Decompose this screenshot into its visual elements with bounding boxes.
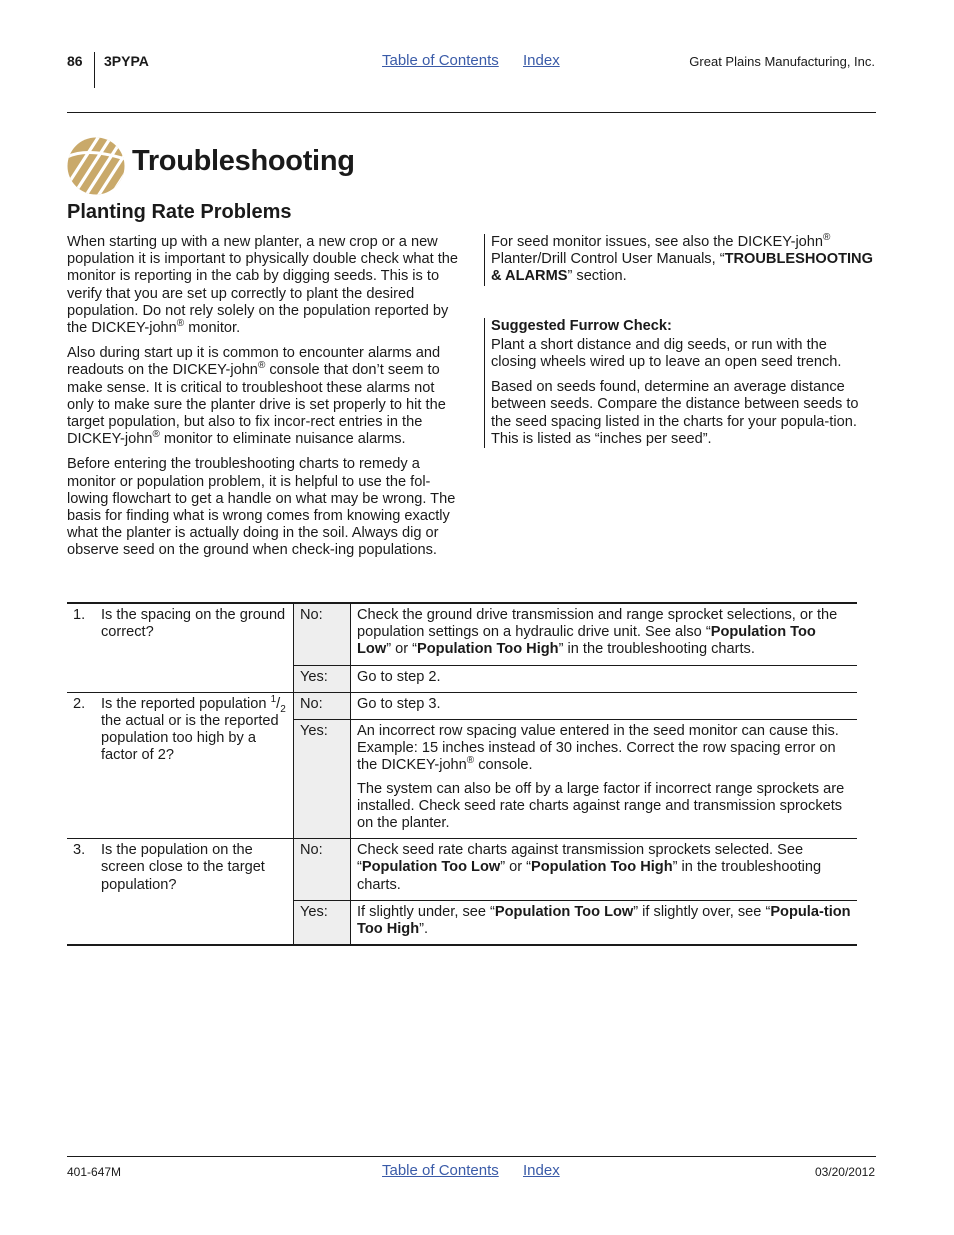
- question-cell: [67, 693, 294, 838]
- registered-mark: ®: [152, 429, 160, 441]
- question-text: Is the population on the screen close to the target population?: [101, 842, 265, 893]
- detail-text: Check seed rate charts against transmission sprockets selected. See “: [357, 842, 804, 876]
- detail-text: An incorrect row spacing value entered in the seed monitor can cause this. Example: 15 inches instead of 30 inches. Correct the row spacing error on the DICKEY-john: [357, 723, 839, 774]
- document-date: 03/20/2012: [814, 1165, 875, 1179]
- furrow-check-paragraph-2: Based on seeds found, determine an average distance between seeds. Compare the distance between seeds to the seed spacing listed in the charts for your popula-tion. This is listed as “inches per seed”.: [491, 379, 859, 447]
- alarms-text: Also during start up it is common to encounter alarms and readouts on the DICKEY-john: [67, 345, 441, 379]
- section-title: Planting Rate Problems: [67, 201, 292, 223]
- header-toc-link[interactable]: Table of Contents: [382, 52, 499, 69]
- registered-mark: ®: [257, 360, 266, 372]
- question-number: 2.: [73, 695, 86, 712]
- detail-text: ” if slightly over, see “: [633, 903, 771, 920]
- answer-detail: [351, 720, 857, 838]
- footer-toc-link[interactable]: Table of Contents: [382, 1162, 499, 1179]
- answer-label: Yes:: [294, 720, 351, 838]
- question-cell: [67, 839, 294, 944]
- table-row: [67, 838, 857, 944]
- furrow-check-block: [484, 318, 876, 448]
- question-text-start: Is the reported population: [101, 695, 267, 712]
- answer-label: Yes:: [294, 666, 351, 692]
- monitor-note-section: TROUBLESHOOTING & ALARMS: [491, 251, 873, 285]
- answer-label: No:: [294, 839, 351, 900]
- detail-ref: Population Too High: [531, 859, 673, 876]
- left-column: [67, 234, 459, 568]
- troubleshooting-table: [67, 602, 857, 946]
- company-name: Great Plains Manufacturing, Inc.: [689, 54, 875, 69]
- answer-detail: [351, 901, 857, 944]
- question-number: 1.: [73, 607, 86, 623]
- answer-label: Yes:: [294, 901, 351, 944]
- detail-paragraph: [357, 723, 851, 775]
- answer-detail: [351, 604, 857, 665]
- monitor-note-text: For seed monitor issues, see also the DICKEY-john: [491, 234, 824, 250]
- registered-mark: ®: [823, 232, 831, 244]
- document-number: 401-647M: [67, 1165, 122, 1179]
- answer-detail: Go to step 2.: [357, 668, 441, 685]
- question-text: [101, 693, 293, 832]
- detail-ref: Population Too High: [417, 641, 559, 658]
- registered-mark: ®: [466, 755, 475, 767]
- detail-ref: Popula-tion Too High: [357, 903, 851, 938]
- answer-row-yes: [294, 719, 857, 838]
- question-cell: [67, 604, 294, 692]
- alarms-text-end: monitor to eliminate nuisance alarms.: [159, 431, 406, 448]
- fraction-denominator: 2: [280, 703, 286, 715]
- answer-row-no: [294, 693, 857, 719]
- page-number: 86: [67, 53, 83, 69]
- footer-rule: [67, 1156, 876, 1157]
- answer-label: No:: [294, 693, 351, 719]
- intro-text-end: monitor.: [184, 320, 241, 337]
- intro-text: When starting up with a new planter, a new crop or a new population it is important to physically double check what the monitor is reporting in the cab by digging seeds. This is to verify that you are set up correctly to plant the desired population. Do not rely solely on the population reported by the DICKEY-john: [67, 234, 459, 337]
- question-text-end: the actual or is the reported population too high by a factor of 2?: [101, 713, 279, 764]
- header-index-link[interactable]: Index: [523, 52, 560, 69]
- monitor-note: [484, 234, 876, 286]
- detail-ref: Population Too Low: [361, 859, 501, 876]
- table-row: [67, 692, 857, 838]
- detail-text: ”.: [419, 921, 429, 938]
- detail-text: ” in the troubleshooting charts.: [357, 859, 822, 893]
- detail-paragraph: The system can also be off by a large factor if incorrect range sprockets are installed. Check seed rate charts against range and transmission sprockets on the planter.: [357, 780, 845, 832]
- right-column: [484, 234, 876, 448]
- question-text: Is the spacing on the ground correct?: [101, 607, 286, 641]
- question-number: 3.: [73, 842, 86, 859]
- fraction-one-half: $^1/_2$: [270, 693, 286, 715]
- model-name: 3PYPA: [104, 53, 149, 69]
- detail-text: console.: [474, 757, 533, 774]
- alarms-text-mid: console that don’t seem to make sense. It is critical to troubleshoot these alarms not only to make sure the planter drive is set properly to hit the target population, but also to fix incor-rect entries in the DICKEY-john: [67, 362, 446, 448]
- header-divider: [94, 52, 95, 88]
- great-plains-logo-icon: [67, 137, 125, 195]
- detail-text: ” in the troubleshooting charts.: [558, 641, 755, 658]
- alarms-paragraph: [67, 345, 459, 448]
- detail-ref: Population Too Low: [494, 903, 634, 920]
- table-row: [67, 604, 857, 692]
- answers: [294, 693, 857, 838]
- detail-text: Check the ground drive transmission and range sprocket selections, or the population settings on a hydraulic drive unit. See also “: [357, 607, 838, 641]
- intro-paragraph: [67, 234, 459, 337]
- detail-text: ” or “: [500, 859, 532, 876]
- answer-row-no: [294, 604, 857, 665]
- flowchart-paragraph: Before entering the troubleshooting charts to remedy a monitor or population problem, it is helpful to use the fol-lowing flowchart to get a handle on what may be wrong. The basis for finding what is wrong comes from knowing exactly what the planter is actually doing in the soil. Always dig or observe seed on the ground when check-ing populations.: [67, 456, 456, 559]
- answer-label: No:: [294, 604, 351, 665]
- monitor-note-text-end: ” section.: [567, 268, 627, 285]
- answer-row-yes: [294, 665, 857, 692]
- answer-detail: [351, 839, 857, 900]
- answer-row-yes: [294, 900, 857, 944]
- detail-ref: Population Too Low: [357, 624, 816, 658]
- fraction-numerator: 1: [270, 693, 277, 705]
- footer-index-link[interactable]: Index: [523, 1162, 560, 1179]
- registered-mark: ®: [176, 318, 185, 330]
- answers: [294, 604, 857, 692]
- page-title: Troubleshooting: [132, 145, 355, 177]
- detail-text: ” or “: [386, 641, 417, 658]
- answer-detail: Go to step 3.: [357, 695, 441, 712]
- answers: [294, 839, 857, 944]
- furrow-check-title: Suggested Furrow Check:: [491, 317, 672, 334]
- answer-row-no: [294, 839, 857, 900]
- detail-text: If slightly under, see “: [357, 903, 495, 920]
- furrow-check-paragraph-1: Plant a short distance and dig seeds, or run with the closing wheels wired up to leave an open seed trench.: [491, 336, 842, 371]
- header-rule: [67, 112, 876, 113]
- monitor-note-text-mid: Planter/Drill Control User Manuals, “: [491, 251, 725, 268]
